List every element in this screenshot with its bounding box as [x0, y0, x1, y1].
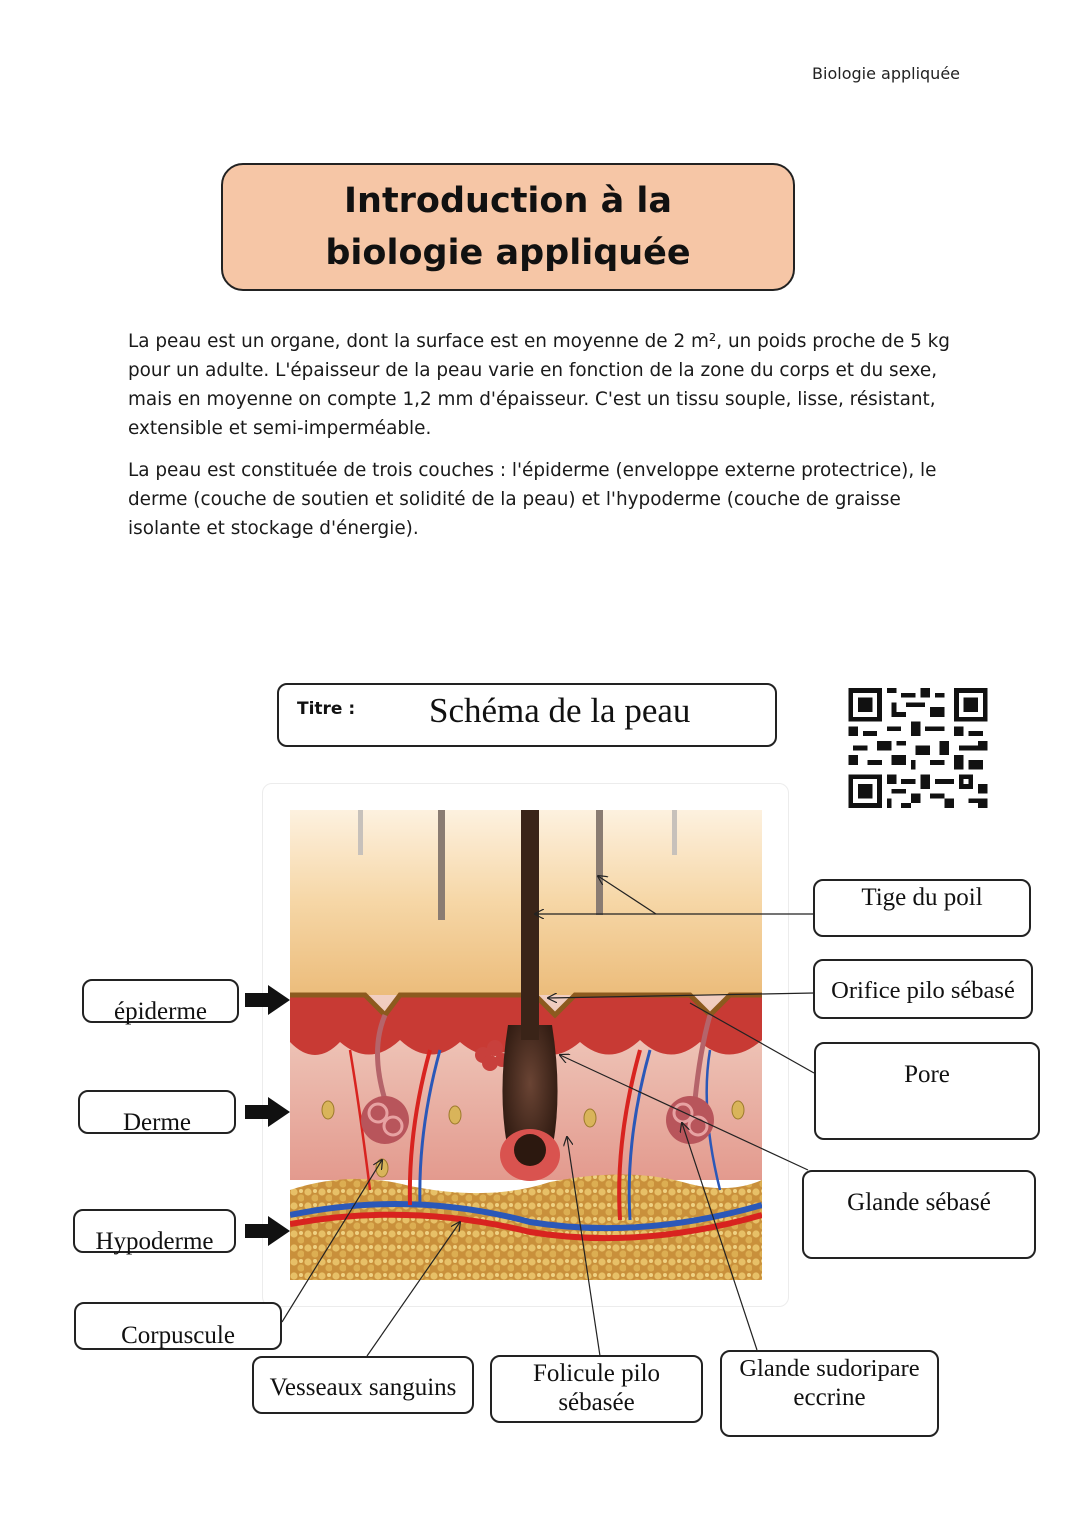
label-derme[interactable]: [78, 1090, 236, 1134]
label-glande-sebacee-text: Glande sébasé: [847, 1189, 991, 1216]
label-derme-text: Derme: [122, 1109, 192, 1136]
label-corpuscule[interactable]: [74, 1302, 282, 1350]
subject-header: Biologie appliquée: [812, 64, 960, 83]
label-glande-sudoripare-eccrine[interactable]: [720, 1350, 939, 1437]
label-sudoripare-line1: Glande sudoripare: [739, 1355, 920, 1382]
label-hypoderme-text: Hypoderme: [95, 1228, 214, 1255]
label-epiderme-text: épiderme: [113, 998, 207, 1025]
label-pore-text: Pore: [904, 1061, 950, 1088]
diagram-title-label: Titre :: [297, 699, 356, 719]
label-sudoripare-line2: eccrine: [793, 1384, 866, 1411]
label-follicule-line2: sébasée: [558, 1389, 635, 1416]
diagram-title-value: Schéma de la peau: [429, 691, 691, 730]
label-tige-du-poil[interactable]: [813, 879, 1031, 937]
label-orifice-text: Orifice pilo sébasé: [831, 977, 1015, 1004]
qr-code-icon[interactable]: [848, 688, 988, 808]
diagram-title-box: [277, 683, 777, 747]
page-title: Introduction à la biologie appliquée: [325, 181, 691, 273]
label-follicule-pilo-sebasee[interactable]: [490, 1355, 703, 1423]
label-glande-sebacee[interactable]: [802, 1170, 1036, 1259]
label-orifice-pilo-sebase[interactable]: [813, 959, 1033, 1019]
label-follicule-line1: Folicule pilo: [532, 1360, 661, 1387]
paragraph-layers: La peau est constituée de trois couches : l'épiderme (enveloppe externe protectrice), le derme (couche de soutien et solidité de la peau) et l'hypoderme (couche de graisse isolante et stockage d'énergie).: [128, 460, 937, 539]
label-vaisseaux-sanguins[interactable]: [252, 1356, 474, 1414]
label-corpuscule-text: Corpuscule: [121, 1322, 235, 1349]
label-hypoderme[interactable]: [73, 1209, 236, 1253]
paragraph-intro: La peau est un organe, dont la surface est en moyenne de 2 m², un poids proche de 5 kg pour un adulte. L'épaisseur de la peau varie en fonction de la zone du corps et du sexe, mais en moyenne on compte 1,2 mm d'épaisseur. C'est un tissu souple, lisse, résistant, extensible et semi-imperméable.: [128, 331, 950, 439]
label-vaisseaux-text: Vesseaux sanguins: [269, 1374, 457, 1401]
title-box: [221, 163, 795, 291]
label-epiderme[interactable]: [82, 979, 239, 1023]
label-pore[interactable]: [814, 1042, 1040, 1140]
skin-diagram-illustration: [290, 810, 762, 1280]
label-tige-text: Tige du poil: [861, 884, 983, 911]
